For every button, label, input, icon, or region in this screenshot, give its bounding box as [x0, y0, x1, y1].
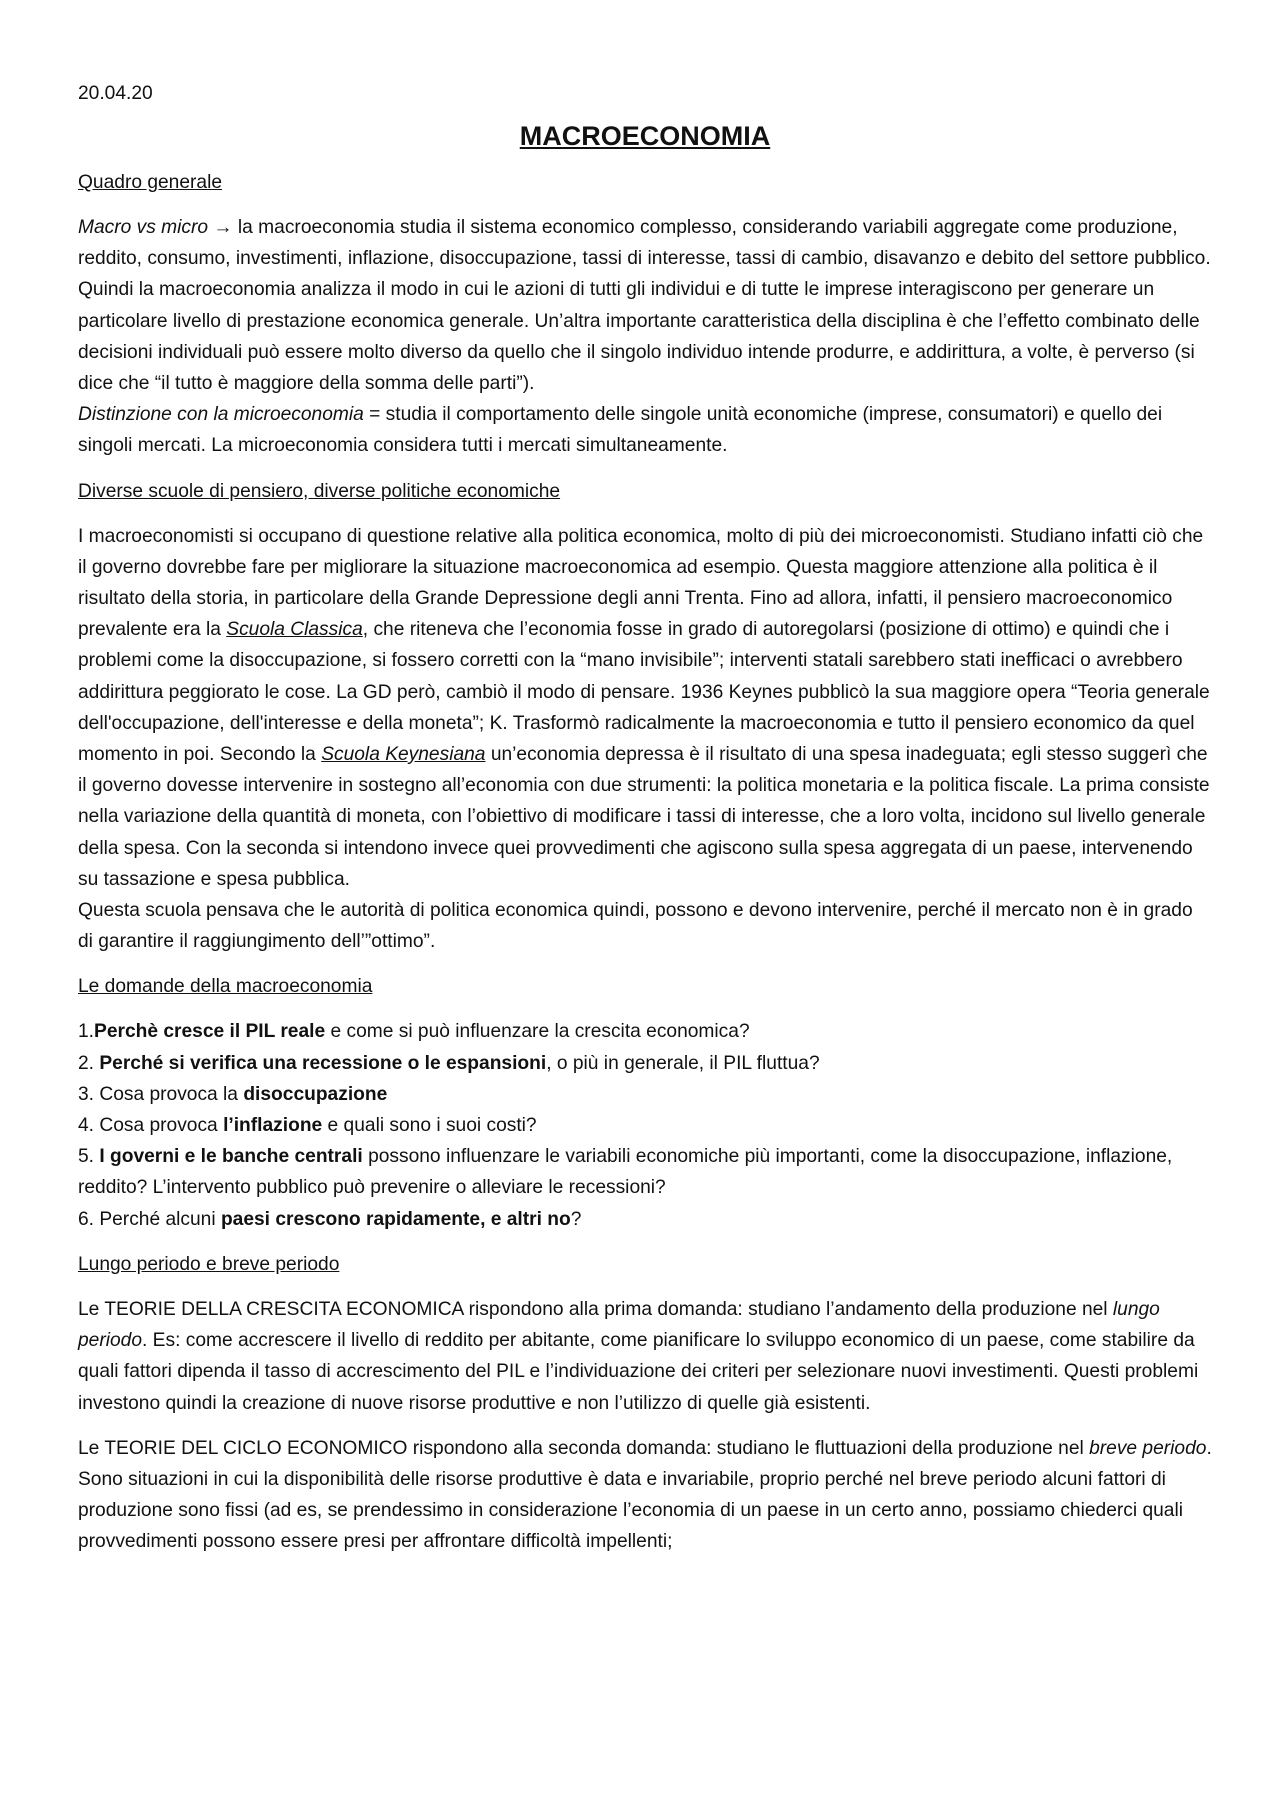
term-lungo-periodo: lungo periodo [78, 1298, 1160, 1352]
term-distinzione: Distinzione con la microeconomia [78, 404, 364, 426]
document-date: 20.04.20 [78, 83, 153, 104]
paragraph-distinzione: Distinzione con la microeconomia = studia il comportamento delle singole unità economiche (imprese, consumatori) e quello dei singoli mercati. La microeconomia considera tutti i mercati simultaneamente. [78, 404, 1163, 457]
arrow-icon: → [208, 217, 238, 238]
term-macro-vs-micro: Macro vs micro [78, 217, 209, 238]
section-heading-lungo-breve: Lungo periodo e breve periodo [78, 1253, 340, 1275]
section-heading-quadro-generale: Quadro generale [78, 172, 223, 193]
question-item: 5. I governi e le banche centrali possono influenzare le variabili economiche più importanti, come la disoccupazione, inflazione, reddito? L’intervento pubblico può prevenire o alleviare le recessioni? [78, 1146, 1173, 1199]
term-scuola-keynesiana: Scuola Keynesiana [321, 744, 486, 766]
section-heading-scuole-di-pensiero: Diverse scuole di pensiero, diverse politiche economiche [78, 480, 561, 502]
term-breve-periodo: breve periodo [1089, 1437, 1207, 1459]
question-item: 2. Perché si verifica una recessione o le espansioni, o più in generale, il PIL fluttua? [78, 1052, 820, 1074]
paragraph-teorie-crescita: Le TEORIE DELLA CRESCITA ECONOMICA rispondono alla prima domanda: studiano l’andamento della produzione nel lungo periodo. Es: come accrescere il livello di reddito per abitante, come pianificare lo sviluppo economico di un paese, come stabilire da quali fattori dipenda il tasso di accrescimento del PIL e l’individuazione dei criteri per selezionare nuovi investimenti. Questi problemi investono quindi la creazione di nuove risorse produttive e non l’utilizzo di quelle già esistenti. [78, 1298, 1199, 1414]
paragraph-teorie-ciclo: Le TEORIE DEL CICLO ECONOMICO rispondono alla seconda domanda: studiano le fluttuazioni della produzione nel breve periodo. Sono situazioni in cui la disponibilità delle risorse produttive è data e invariabile, proprio perché nel breve periodo alcuni fattori di produzione sono fissi (ad es, se prendessimo in considerazione l’economia di un paese in un certo anno, possiamo chiederci quali provvedimenti possono essere presi per affrontare difficoltà impellenti; [78, 1437, 1212, 1553]
paragraph-autorita: Questa scuola pensava che le autorità di politica economica quindi, possono e devono intervenire, perché il mercato non è in grado di garantire il raggiungimento dell’”ottimo”. [78, 900, 1193, 953]
section-heading-domande: Le domande della macroeconomia [78, 976, 373, 998]
question-item: 4. Cosa provoca l’inflazione e quali sono i suoi costi? [78, 1115, 537, 1137]
question-item: 3. Cosa provoca la disoccupazione [78, 1083, 388, 1105]
paragraph-macro-vs-micro: Macro vs micro → la macroeconomia studia il sistema economico complesso, considerando variabili aggregate come produzione, reddito, consumo, investimenti, inflazione, disoccupazione, tassi di interesse, tassi di cambio, disavanzo e debito del settore pubblico. Quindi la macroeconomia analizza il modo in cui le azioni di tutti gli individui e di tutte le imprese interagiscono per generare un particolare livello di prestazione economica generale. Un’altra importante caratteristica della disciplina è che l’effetto combinato delle decisioni individuali può essere molto diverso da quello che il singolo individuo intende produrre, e addirittura, a volte, è perverso (si dice che “il tutto è maggiore della somma delle parti”). [78, 217, 1211, 395]
questions-list [78, 1016, 1212, 1234]
question-item: 6. Perché alcuni paesi crescono rapidamente, e altri no? [78, 1208, 582, 1230]
document-page [78, 78, 1212, 1572]
term-scuola-classica: Scuola Classica [226, 619, 363, 641]
paragraph-scuole: I macroeconomisti si occupano di questione relative alla politica economica, molto di più dei microeconomisti. Studiano infatti ciò che il governo dovrebbe fare per migliorare la situazione macroeconomica ad esempio. Questa maggiore attenzione alla politica è il risultato della storia, in particolare della Grande Depressione degli anni Trenta. Fino ad allora, infatti, il pensiero macroeconomico prevalente era la Scuola Classica, che riteneva che l’economia fosse in grado di autoregolarsi (posizione di ottimo) e quindi che i problemi come la disoccupazione, si fossero corretti con la “mano invisibile”; interventi statali sarebbero stati inefficaci o avrebbero addirittura peggiorato le cose. La GD però, cambiò il modo di pensare. 1936 Keynes pubblicò la sua maggiore opera “Teoria generale dell'occupazione, dell'interesse e della moneta”; K. Trasformò radicalmente la macroeconomia e tutto il pensiero economico da quel momento in poi. Secondo la Scuola Keynesiana un’economia depressa è il risultato di una spesa inadeguata; egli stesso suggerì che il governo dovesse intervenire in sostegno all’economia con due strumenti: la politica monetaria e la politica fiscale. La prima consiste nella variazione della quantità di moneta, con l’obiettivo di modificare i tassi di interesse, che a loro volta, incidono sul livello generale della spesa. Con la seconda si intendono invece quei provvedimenti che agiscono sulla spesa aggregata di un paese, intervenendo su tassazione e spesa pubblica. [78, 525, 1210, 890]
question-item: 1.Perchè cresce il PIL reale e come si può influenzare la crescita economica? [78, 1021, 750, 1043]
document-title: MACROECONOMIA [519, 121, 771, 151]
